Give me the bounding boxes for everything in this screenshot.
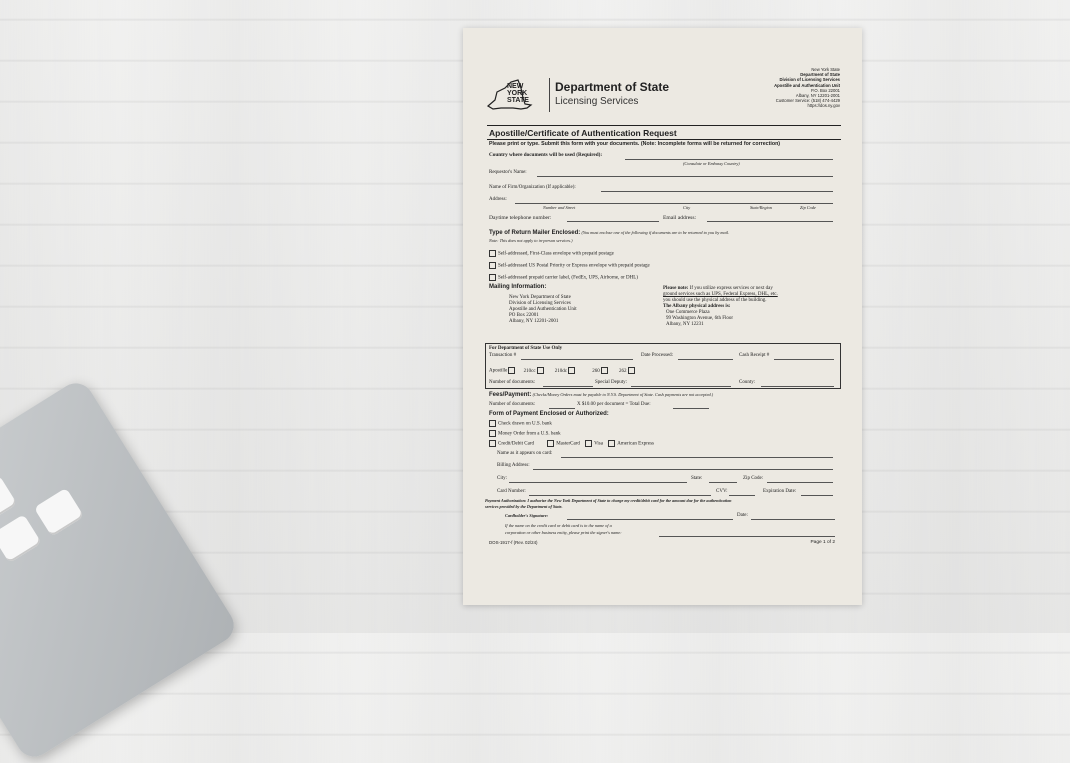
address-line: New York State [811,67,840,72]
zip-label: Zip Code: [743,476,764,481]
keyboard-key [34,488,84,537]
card-type-label: American Express [617,441,654,447]
checkbox[interactable] [568,367,575,374]
signature-field[interactable] [567,519,733,520]
date-processed-field[interactable] [678,359,733,360]
office-code: 262 [619,368,627,374]
mailer-option[interactable] [489,250,614,258]
physical-address-line: 99 Washington Avenue, 6th Floor [666,316,734,321]
office-code: 210dc [554,368,568,374]
expiration-field[interactable] [801,495,833,496]
state-label: State: [691,476,703,481]
please-note-line: you should use the physical address of the building. [663,298,767,303]
mailing-address-line: New York Department of State [509,295,571,300]
fees-num-docs-label: Number of documents: [489,402,536,407]
signature-date-field[interactable] [751,519,835,520]
fees-calculation: X $10.00 per document = Total Due: [577,402,651,407]
address-line: Division of Licensing Services [779,77,840,83]
office-code: 210cc [523,368,536,374]
address-field[interactable] [515,203,833,204]
signer-name-field[interactable] [659,536,835,537]
address-part-label: Number and Street [543,205,576,210]
payment-option-label: Check drawn on U.S. bank [498,421,552,427]
address-label: Address: [489,197,507,202]
mailing-address-line: Albany, NY 12201-2001 [509,319,559,324]
date-processed-label: Date Processed: [641,353,674,358]
form-title: Apostille/Certificate of Authentication Request [489,128,677,138]
apostille-label: Apostille [489,368,508,374]
physical-address-label: The Albany physical address is: [663,304,731,309]
physical-address-line: Albany, NY 12231 [666,322,704,327]
checkbox[interactable] [489,262,496,269]
county-field[interactable] [761,386,834,387]
requestor-field[interactable] [537,176,833,177]
firm-label: Name of Firm/Organization (If applicable): [489,185,576,190]
payment-option-label: Credit/Debit Card [498,441,534,447]
please-note [663,286,778,328]
checkbox[interactable] [489,250,496,257]
form-instructions: Please print or type. Submit this form with your documents. (Note: Incomplete forms will be returned for correction) [489,141,781,147]
card-number-field[interactable] [529,495,711,496]
authorization-text-2: services provided by the Department of State. [485,504,563,509]
email-label: Email address: [663,215,697,221]
cvv-label: CVV: [716,489,728,494]
mailer-option-label: Self-addressed prepaid carrier label, (FedEx, UPS, Airborne, or DHL) [498,275,638,281]
mailer-option[interactable] [489,274,638,282]
signature-label: Cardholder's Signature: [505,513,549,518]
please-note-line: If you utilize express services or next day [689,286,773,291]
card-number-label: Card Number: [497,489,526,494]
checkbox[interactable] [585,440,592,447]
address-part-label: City [683,205,691,210]
cash-receipt-field[interactable] [774,359,834,360]
zip-field[interactable] [767,482,833,483]
checkbox[interactable] [489,420,496,427]
address-part-label: State/Region [750,205,772,210]
fees-note: (Checks/Money Orders must be payable to N.Y.S. Department of State. Cash payments are not accepted.) [532,392,714,397]
address-line: P.O. Box 22001 [810,87,840,93]
card-type-label: Visa [594,441,603,447]
address-part-label: Zip Code [800,205,816,210]
mailing-address-line: PO Box 22001 [509,313,539,318]
cvv-field[interactable] [729,495,755,496]
mailer-option[interactable] [489,262,650,270]
corporation-note: If the name on the credit card or debit card is in the name of a [505,523,612,528]
payment-option[interactable] [489,420,552,428]
country-label: Country where documents will be used (Required): [489,152,603,158]
payment-heading: Form of Payment Enclosed or Authorized: [489,411,609,417]
mailer-option-label: Self-addressed, First-Class envelope with prepaid postage [498,251,614,257]
card-name-label: Name as it appears on card: [497,451,553,456]
logo-divider [549,78,550,112]
office-num-docs-label: Number of documents: [489,380,536,385]
checkbox[interactable] [489,430,496,437]
mailer-heading-row [489,230,729,237]
signature-date-label: Date: [737,513,748,518]
office-use-heading: For Department of State Use Only [489,346,563,351]
payment-option[interactable] [489,430,561,438]
logo-line: YORK [507,90,528,97]
special-deputy-label: Special Deputy: [595,380,628,385]
transaction-label: Transaction # [489,353,517,358]
checkbox[interactable] [608,440,615,447]
country-field[interactable] [625,159,833,160]
office-codes-row [489,367,637,375]
office-code: 260 [592,368,600,374]
transaction-field[interactable] [521,359,633,360]
email-field[interactable] [707,221,833,222]
county-label: County: [739,380,756,385]
requestor-label: Requestor's Name: [489,170,527,175]
checkbox[interactable] [547,440,554,447]
checkbox[interactable] [537,367,544,374]
mailing-address-line: Division of Licensing Services [509,301,571,306]
billing-label: Billing Address: [497,463,530,468]
card-type-label: MasterCard [556,441,580,447]
mailer-heading: Type of Return Mailer Enclosed: [489,230,581,236]
address-line: Albany, NY 12201-2001 [795,93,840,99]
logo-line: NEW [507,83,524,90]
keyboard-key [0,514,42,563]
firm-field[interactable] [601,191,833,192]
logo-line: STATE [507,97,529,104]
letterhead-address [774,67,840,109]
department-name: Department of State [555,80,670,94]
mailing-address-line: Apostille and Authentication Unit [509,307,577,312]
fees-heading-row [489,392,713,399]
mailer-note-2: Note: This does not apply to in-person services.) [489,238,573,243]
city-label: City: [497,476,508,481]
logo-state-text [507,83,529,104]
payment-option[interactable] [489,440,654,448]
application-form [463,28,862,605]
checkbox[interactable] [508,367,515,374]
checkbox[interactable] [628,367,635,374]
city-field[interactable] [509,482,687,483]
mailer-option-label: Self-addressed US Postal Priority or Express envelope with prepaid postage [498,263,650,269]
address-line: https://dos.ny.gov [807,103,840,109]
phone-field[interactable] [567,221,659,222]
checkbox[interactable] [489,440,496,447]
corporation-note-2: corporation or other business entity, please print the signer's name: [505,530,622,535]
billing-field[interactable] [533,469,833,470]
fees-num-docs-field[interactable] [549,408,575,409]
title-rule [487,139,841,140]
mailing-address [509,295,577,325]
please-note-label: Please note: [663,286,689,291]
cash-receipt-label: Cash Receipt # [739,353,770,358]
fees-heading: Fees/Payment: [489,392,532,398]
payment-option-label: Money Order from a U.S. bank [498,431,561,437]
special-deputy-field[interactable] [631,386,731,387]
page-number: Page 1 of 2 [810,540,835,545]
total-due-field[interactable] [673,408,709,409]
card-name-field[interactable] [561,457,833,458]
keyboard [0,377,240,763]
title-rule [487,125,841,126]
checkbox[interactable] [489,274,496,281]
department-subtitle: Licensing Services [555,96,639,107]
mailer-note: (You must enclose one of the following if documents are to be returned to you by mail. [581,230,730,235]
state-field[interactable] [709,482,737,483]
form-id: DOS-1917-f (Rev. 02/24) [489,540,538,545]
please-note-line: ground services such as UPS, Federal Express, DHL, etc. [663,292,778,297]
phone-label: Daytime telephone number: [489,215,552,221]
address-line: Customer Service: (518) 474-4429 [775,98,840,104]
address-line: Department of State [800,72,840,78]
physical-address-line: One Commerce Plaza [666,310,710,315]
keyboard-key [0,475,17,524]
authorization-text: Payment Authorization: I authorize the New York Department of State to charge my credit/debit card for the amount due for the authentication [485,498,732,503]
checkbox[interactable] [601,367,608,374]
address-line: Apostille and Authentication Unit [774,82,840,88]
mailing-heading: Mailing Information: [489,284,547,290]
office-num-docs-field[interactable] [543,386,593,387]
country-hint: (Consulate or Embassy Country) [683,161,740,166]
expiration-label: Expiration Date: [763,489,797,494]
